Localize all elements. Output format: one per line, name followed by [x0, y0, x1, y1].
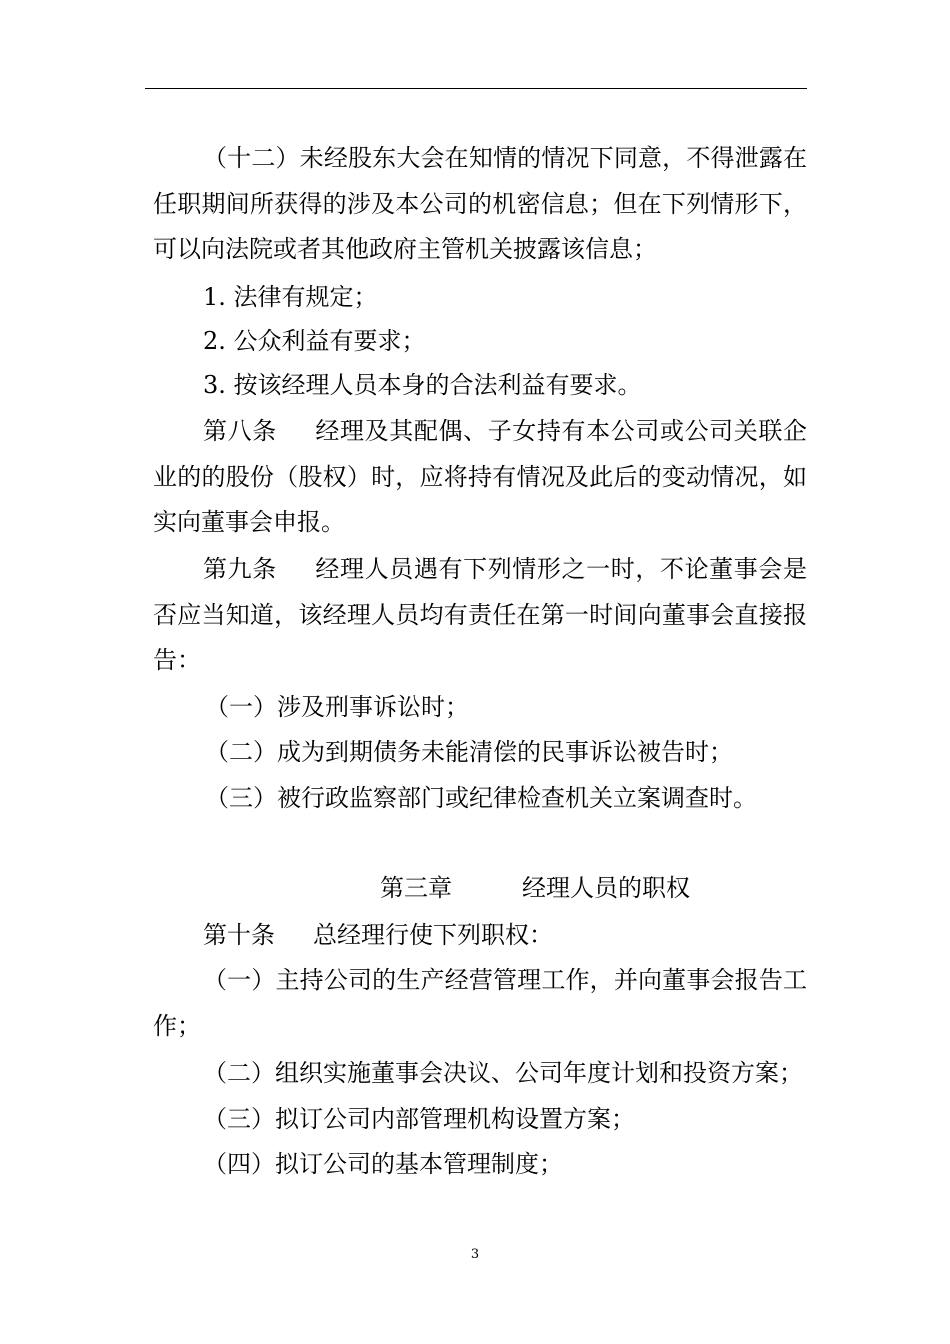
article-10-item-3: （三）拟订公司内部管理机构设置方案； [203, 1105, 635, 1133]
article-8-paragraph [153, 409, 807, 546]
clause-12-item-1: 1. 法律有规定； [203, 283, 378, 311]
article-9-item-1: （一）涉及刑事诉讼时； [205, 693, 469, 721]
article-10-item-1: （一）主持公司的生产经营管理工作，并向董事会报告工作； [153, 966, 807, 1040]
article-10-label: 第十条 [203, 921, 275, 949]
article-9-paragraph [153, 547, 807, 684]
article-9-text: 经理人员遇有下列情形之一时，不论董事会是否应当知道，该经理人员均有责任在第一时间向董事会直接报告： [153, 555, 808, 674]
article-10-item-4: （四）拟订公司的基本管理制度； [203, 1150, 563, 1178]
chapter-3-heading [380, 873, 690, 903]
clause-12-paragraph: （十二）未经股东大会在知情的情况下同意，不得泄露在任职期间所获得的涉及本公司的机密信息；但在下列情形下，可以向法院或者其他政府主管机关披露该信息； [153, 144, 807, 263]
article-10-text: 总经理行使下列职权： [313, 921, 553, 949]
header-rule [145, 88, 807, 89]
page-number: 3 [470, 1247, 480, 1262]
clause-12-item-3: 3. 按该经理人员本身的合法利益有要求。 [203, 371, 642, 399]
chapter-3-label: 第三章 [380, 874, 452, 902]
article-8-text: 经理及其配偶、子女持有本公司或公司关联企业的的股份（股权）时，应将持有情况及此后的变动情况，如实向董事会申报。 [153, 417, 808, 536]
article-8-label: 第八条 [203, 417, 277, 445]
article-10-heading [203, 920, 553, 950]
article-9-item-3: （三）被行政监察部门或纪律检查机关立案调查时。 [205, 784, 757, 812]
article-10-item-2: （二）组织实施董事会决议、公司年度计划和投资方案； [203, 1059, 803, 1087]
clause-12-item-2: 2. 公众利益有要求； [203, 327, 426, 355]
article-9-item-2: （二）成为到期债务未能清偿的民事诉讼被告时； [205, 738, 733, 766]
article-9-label: 第九条 [203, 555, 277, 583]
chapter-3-title: 经理人员的职权 [522, 874, 690, 902]
